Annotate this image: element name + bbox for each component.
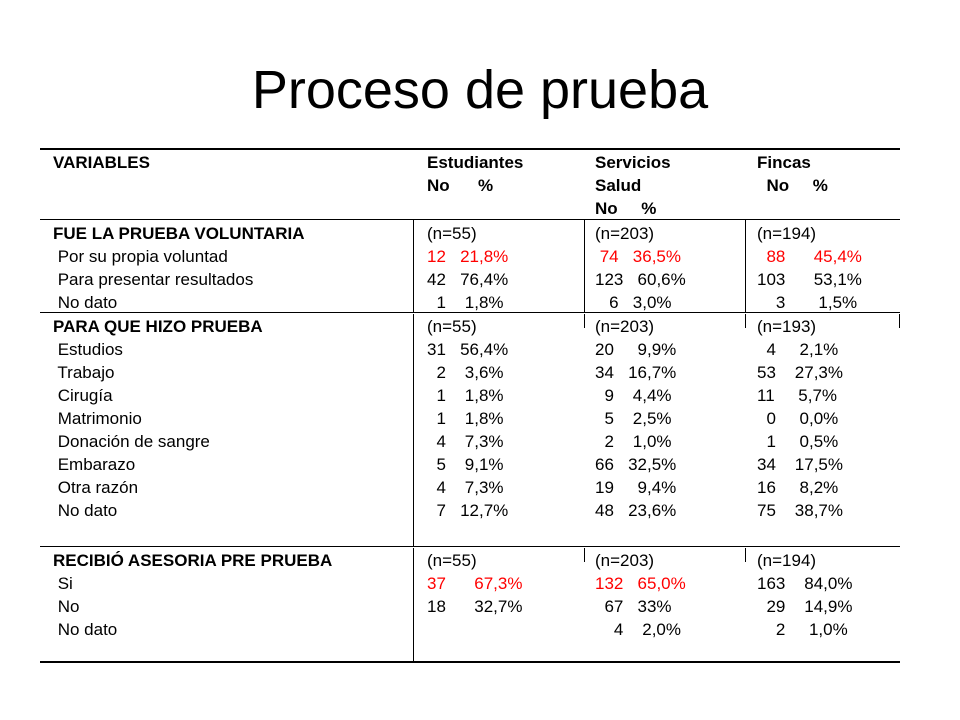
cell-value: 103 53,1% (757, 270, 862, 289)
header-col2-line1: Servicios (595, 153, 671, 172)
column-divider (584, 314, 585, 328)
row-label: Embarazo (53, 455, 136, 474)
column-divider (745, 548, 746, 562)
cell-value: 123 60,6% (595, 270, 686, 289)
cell-value: 2 1,0% (595, 432, 672, 451)
header-col3-line2: No % (757, 176, 828, 195)
cell-value: 11 5,7% (757, 386, 838, 405)
row-label: Por su propia voluntad (53, 247, 228, 266)
section-divider (40, 219, 900, 220)
row-label: Cirugía (53, 386, 113, 405)
row-label: Trabajo (53, 363, 115, 382)
cell-value: 66 32,5% (595, 455, 677, 474)
cell-value: 48 23,6% (595, 501, 677, 520)
row-label: No dato (53, 501, 118, 520)
n-count: (n=203) (595, 224, 655, 243)
column-divider (413, 548, 414, 661)
column-divider (413, 314, 414, 546)
n-count: (n=193) (757, 317, 817, 336)
column-divider (413, 220, 414, 313)
cell-value: 16 8,2% (757, 478, 839, 497)
cell-value: 67 33% (595, 597, 672, 616)
column-divider (584, 220, 585, 313)
cell-value: 1 1,8% (427, 386, 504, 405)
cell-value: 1 1,8% (427, 293, 504, 312)
n-count: (n=55) (427, 551, 477, 570)
header-variables: VARIABLES (53, 153, 150, 172)
row-label: Otra razón (53, 478, 139, 497)
cell-value: 7 12,7% (427, 501, 509, 520)
cell-value: 2 3,6% (427, 363, 504, 382)
cell-value: 74 36,5% (595, 247, 682, 266)
cell-value: 163 84,0% (757, 574, 853, 593)
cell-value: 4 2,1% (757, 340, 839, 359)
column-divider (745, 314, 746, 328)
cell-value: 5 9,1% (427, 455, 504, 474)
cell-value: 34 17,5% (757, 455, 844, 474)
cell-value: 9 4,4% (595, 386, 672, 405)
cell-value: 20 9,9% (595, 340, 677, 359)
section-heading: RECIBIÓ ASESORIA PRE PRUEBA (53, 551, 333, 570)
row-label: No dato (53, 620, 118, 639)
section-heading: PARA QUE HIZO PRUEBA (53, 317, 263, 336)
header-col2-line2: Salud (595, 176, 642, 195)
cell-value: 37 67,3% (427, 574, 523, 593)
table-top-border (40, 148, 900, 150)
header-col2-line3: No % (595, 199, 657, 218)
n-count: (n=55) (427, 317, 477, 336)
cell-value: 18 32,7% (427, 597, 523, 616)
cell-value: 0 0,0% (757, 409, 839, 428)
cell-value: 88 45,4% (757, 247, 862, 266)
n-count: (n=194) (757, 224, 817, 243)
cell-value: 12 21,8% (427, 247, 509, 266)
cell-value: 2 1,0% (757, 620, 848, 639)
table-bottom-border (40, 661, 900, 663)
cell-value: 132 65,0% (595, 574, 686, 593)
column-divider (584, 548, 585, 562)
cell-value: 42 76,4% (427, 270, 509, 289)
cell-value: 1 0,5% (757, 432, 839, 451)
row-label: Donación de sangre (53, 432, 210, 451)
n-count: (n=194) (757, 551, 817, 570)
cell-value: 1 1,8% (427, 409, 504, 428)
header-col1-line1: Estudiantes (427, 153, 524, 172)
cell-value: 19 9,4% (595, 478, 677, 497)
column-divider (745, 220, 746, 313)
cell-value: 31 56,4% (427, 340, 509, 359)
cell-value: 34 16,7% (595, 363, 677, 382)
cell-value: 4 2,0% (595, 620, 681, 639)
cell-value: 3 1,5% (757, 293, 858, 312)
cell-value: 75 38,7% (757, 501, 844, 520)
row-label: Si (53, 574, 73, 593)
section-heading: FUE LA PRUEBA VOLUNTARIA (53, 224, 305, 243)
cell-value: 29 14,9% (757, 597, 853, 616)
n-count: (n=203) (595, 317, 655, 336)
row-label: Estudios (53, 340, 123, 359)
row-label: Para presentar resultados (53, 270, 254, 289)
cell-value: 5 2,5% (595, 409, 672, 428)
cell-value: 53 27,3% (757, 363, 844, 382)
column-divider (899, 314, 900, 328)
section-divider (40, 546, 900, 547)
n-count: (n=203) (595, 551, 655, 570)
row-label: No dato (53, 293, 118, 312)
cell-value: 4 7,3% (427, 432, 504, 451)
header-col3-line1: Fincas (757, 153, 811, 172)
row-label: No (53, 597, 80, 616)
row-label: Matrimonio (53, 409, 142, 428)
n-count: (n=55) (427, 224, 477, 243)
cell-value: 4 7,3% (427, 478, 504, 497)
slide-title: Proceso de prueba (251, 60, 709, 120)
cell-value: 6 3,0% (595, 293, 672, 312)
header-col1-line2: No % (427, 176, 494, 195)
